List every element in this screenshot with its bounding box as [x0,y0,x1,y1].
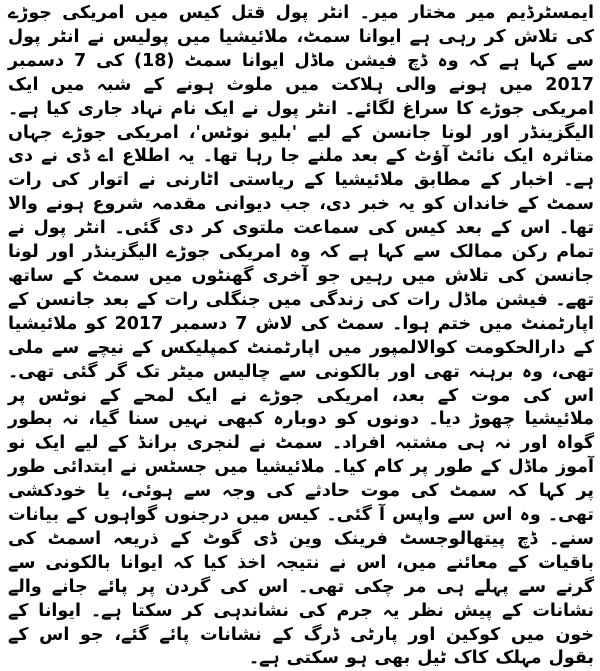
article-body-text: ایمسٹرڈیم میر مختار میر۔ انٹر پول قتل کیس میں امریکی جوڑے کی تلاش کر رہی ہے ایوانا سمٹ، ملائیشیا میں پولیس نے انٹر پول سے کہا ہے کہ وہ ڈچ فیشن ماڈل ایوانا سمٹ (18) کی 7 دسمبر 2017 میں ہونے والی ہلاکت میں ملوث ہونے کے شبہ میں ایک امریکی جوڑے کا سراغ لگائے۔ انٹر پول نے ایک نام نہاد جاری کیا ہے۔ الیگزینڈر اور لونا جانسن کے لیے 'بلیو نوٹس'، امریکی جوڑے جہاں متاثرہ ایک نائٹ آؤٹ کے بعد ملنے جا رہا تھا۔ یہ اطلاع اے ڈی نے دی ہے۔ اخبار کے مطابق ملائیشیا کے ریاستی اٹارنی نے اتوار کی رات سمٹ کے خاندان کو یہ خبر دی، جب دیوانی مقدمہ شروع ہونے والا تھا۔ اس کے بعد کیس کی سماعت ملتوی کر دی گئی۔ انٹر پول نے تمام رکن ممالک سے کہا ہے کہ وہ امریکی جوڑے الیگزینڈر اور لونا جانسن کی تلاش میں رہیں جو آخری گھنٹوں میں سمٹ کے ساتھ تھے۔ فیشن ماڈل رات کی زندگی میں جنگلی رات کے بعد جانسن کے اپارٹمنٹ میں ختم ہوا۔ سمٹ کی لاش 7 دسمبر 2017 کو ملائیشیا کے دارالحکومت کوالالمپور میں اپارٹمنٹ کمپلیکس کے نیچے سے ملی تھی، وہ برہنہ تھی اور بالکونی سے چالیس میٹر تک گر گئی تھی۔ اس کی موت کے بعد، امریکی جوڑے نے ایک لمحے کے نوٹس پر ملائیشیا چھوڑ دیا۔ دونوں کو دوبارہ کبھی نہیں سنا گیا، نہ بطور گواہ اور نہ ہی مشتبہ افراد۔ سمٹ نے لنجری برانڈ کے لیے ایک نو آموز ماڈل کے طور پر کام کیا۔ ملائیشیا میں جسٹس نے ابتدائی طور پر کہا کہ سمٹ کی موت حادثے کی وجہ سے ہوئی، یا خودکشی تھی۔ وہ اس سے واپس آ گئی۔ کیس میں درجنوں گواہوں کے بیانات سنے۔ ڈچ پیتھالوجسٹ فرینک وین ڈی گوٹ کے ذریعہ اسمٹ کی باقیات کے معائنے میں، اس نے نتیجہ اخذ کیا کہ ایوانا بالکونی سے گرنے سے پہلے ہی مر چکی تھی۔ اس کی گردن پر پائے جانے والے نشانات کے پیش نظر یہ جرم کی نشاندہی کر سکتا ہے۔ ایوانا کے خون میں کوکین اور پارٹی ڈرگ کے نشانات پائے گئے، جو اس کے بقول مہلک کاک ٹیل بھی ہو سکتی ہے۔ [8,3,595,669]
